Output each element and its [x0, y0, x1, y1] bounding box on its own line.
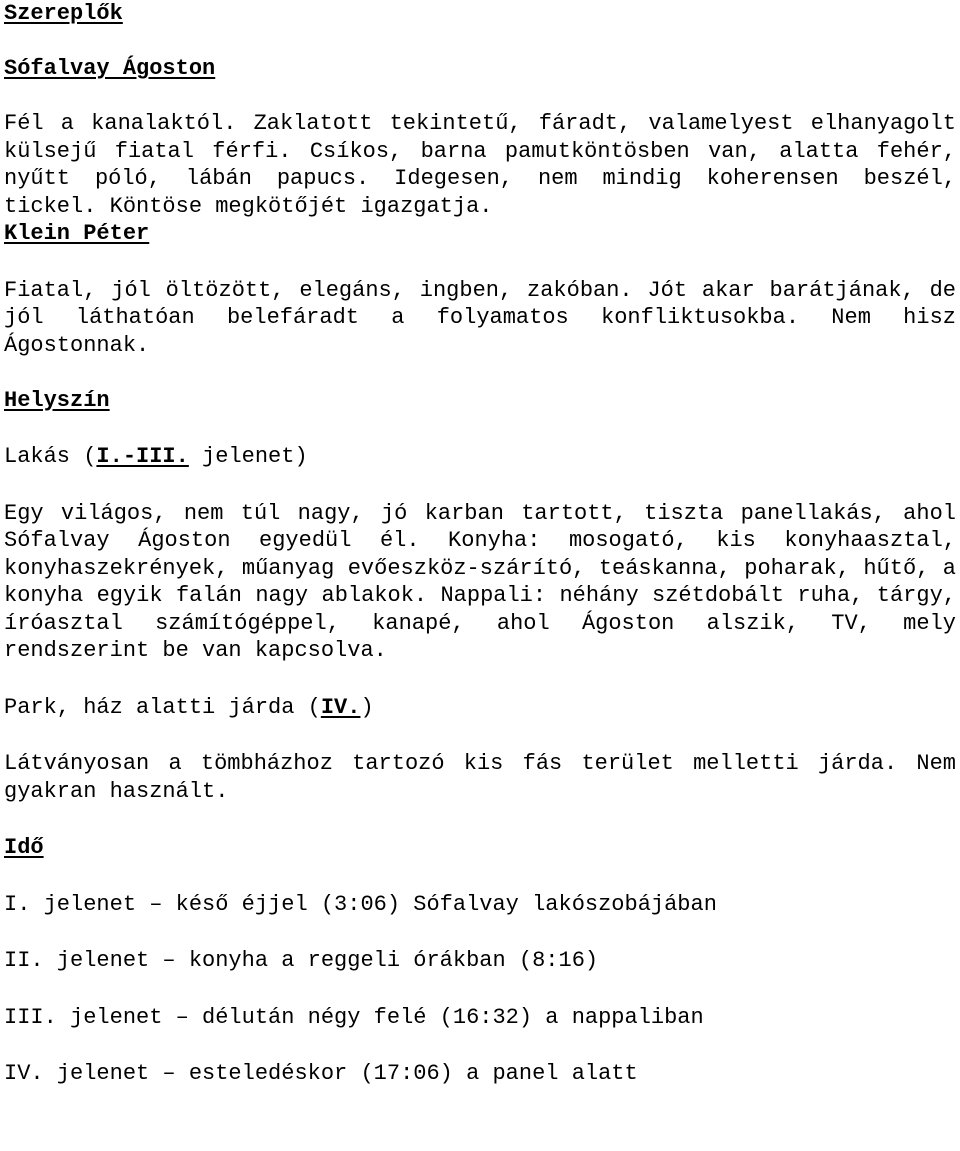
time-entry-scene-4: IV. jelenet – esteledéskor (17:06) a panel alatt [4, 1061, 638, 1086]
spacer [4, 975, 956, 1004]
character-name-sofalvay: Sófalvay Ágoston [4, 56, 216, 81]
spacer [4, 862, 956, 891]
location-scene-range: IV. [320, 694, 361, 720]
character-name-klein: Klein Péter [4, 221, 150, 246]
spacer [4, 1031, 956, 1060]
character-description-klein: Fiatal, jól öltözött, elegáns, ingben, zakóban. Jót akar barátjának, de jól láthatóan belefáradt a folyamatos konfliktusokba. Nem hisz Ágostonnak. [4, 277, 956, 358]
location-description-apartment: Egy világos, nem túl nagy, jó karban tartott, tiszta panellakás, ahol Sófalvay Ágoston egyedül él. Konyha: mosogató, kis konyhaasztal, konyhaszekrények, műanyag evőeszköz-szárító, teáskanna, poharak, hűtő, a konyha egyik falán nagy ablakok. Nappali: néhány szétdobált ruha, tárgy, íróasztal számítógéppel, kanapé, ahol Ágoston alszik, TV, mely rendszerint be van kapcsolva. [4, 500, 956, 663]
character-description-sofalvay: Fél a kanalaktól. Zaklatott tekintetű, fáradt, valamelyest elhanyagolt külsejű fiatal férfi. Csíkos, barna pamutköntösben van, alatta fehér, nyűtt póló, lábán papucs. Idegesen, nem mindig koherensen beszél, tickel. Köntöse megkötőjét igazgatja. [4, 111, 956, 219]
spacer [4, 665, 956, 694]
spacer [4, 471, 956, 500]
spacer [4, 359, 956, 387]
spacer [4, 28, 956, 56]
spacer [4, 83, 956, 111]
spacer [4, 721, 956, 750]
location-heading: Helyszín [4, 387, 110, 413]
cast-heading: Szereplők [4, 1, 123, 26]
time-entry-scene-3: III. jelenet – délután négy felé (16:32) a nappaliban [4, 1004, 704, 1030]
location-label-prefix: Lakás ( [4, 444, 97, 469]
spacer [4, 248, 956, 277]
location-label-apartment [4, 443, 956, 471]
location-label-park [4, 694, 956, 722]
time-heading: Idő [4, 835, 44, 860]
location-label-suffix: ) [360, 694, 374, 720]
time-entry-scene-2: II. jelenet – konyha a reggeli órákban (8:16) [4, 948, 599, 973]
spacer [4, 805, 956, 834]
time-entry-scene-1: I. jelenet – késő éjjel (3:06) Sófalvay lakószobájában [4, 891, 717, 917]
location-label-prefix: Park, ház alatti járda ( [4, 694, 321, 720]
spacer [4, 918, 956, 947]
location-label-suffix: jelenet) [188, 444, 308, 469]
location-description-park: Látványosan a tömbházhoz tartozó kis fás terület melletti járda. Nem gyakran használt. [4, 751, 956, 804]
location-scene-range: I.-III. [96, 444, 189, 469]
spacer [4, 414, 956, 443]
